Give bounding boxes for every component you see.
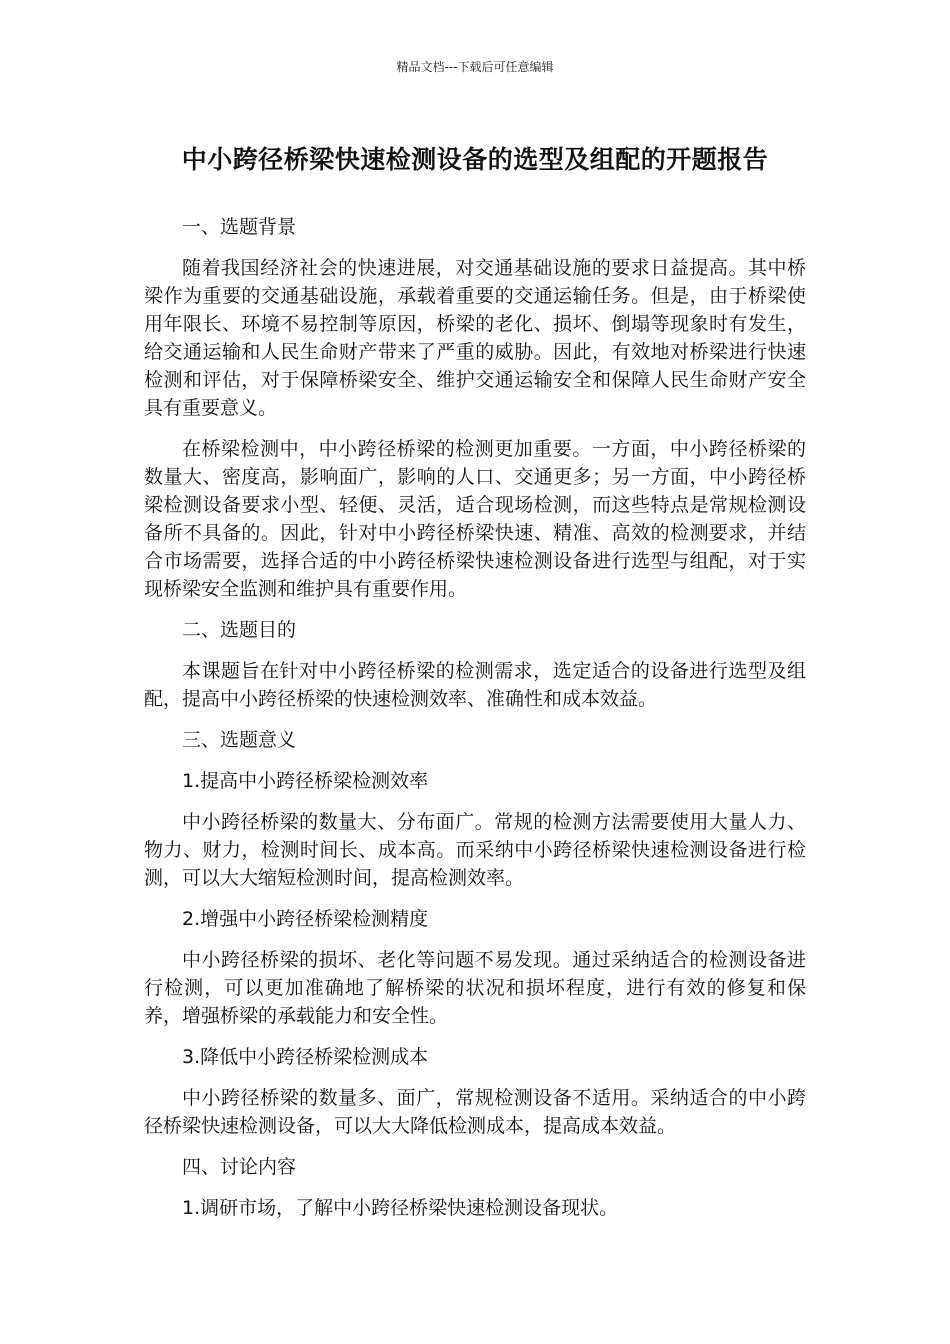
paragraph-precision: 中小跨径桥梁的损坏、老化等问题不易发现。通过采纳适合的检测设备进行检测，可以更加准确地了解桥梁的状况和损坏程度，进行有效的修复和保养，增强桥梁的承载能力和安全性。: [144, 949, 806, 1027]
subheading-precision: 2.增强中小跨径桥梁检测精度: [182, 908, 429, 930]
section-heading-background: 一、选题背景: [182, 216, 297, 238]
paragraph-purpose: 本课题旨在针对中小跨径桥梁的检测需求，选定适合的设备进行选型及组配，提高中小跨径桥梁的快速检测效率、准确性和成本效益。: [144, 660, 806, 710]
paragraph-background-2: 在桥梁检测中，中小跨径桥梁的检测更加重要。一方面，中小跨径桥梁的数量大、密度高，影响面广，影响的人口、交通更多；另一方面，中小跨径桥梁检测设备要求小型、轻便、灵活，适合现场检测，而这些特点是常规检测设备所不具备的。因此，针对中小跨径桥梁快速、精准、高效的检测要求，并结合市场需要，选择合适的中小跨径桥梁快速检测设备进行选型与组配，对于实现桥梁安全监测和维护具有重要作用。: [144, 438, 806, 600]
subheading-cost: 3.降低中小跨径桥梁检测成本: [182, 1046, 429, 1068]
header-note: 精品文档---下载后可任意编辑: [396, 60, 554, 74]
paragraph-background-1: 随着我国经济社会的快速进展，对交通基础设施的要求日益提高。其中桥梁作为重要的交通基础设施，承载着重要的交通运输任务。但是，由于桥梁使用年限长、环境不易控制等原因，桥梁的老化、损坏、倒塌等现象时有发生，给交通运输和人民生命财产带来了严重的威胁。因此，有效地对桥梁进行快速检测和评估，对于保障桥梁安全、维护交通运输安全和保障人民生命财产安全具有重要意义。: [144, 257, 806, 419]
section-heading-research-content: 四、讨论内容: [182, 1156, 297, 1178]
paragraph-efficiency: 中小跨径桥梁的数量大、分布面广。常规的检测方法需要使用大量人力、物力、财力，检测时间长、成本高。而采纳中小跨径桥梁快速检测设备进行检测，可以大大缩短检测时间，提高检测效率。: [144, 811, 806, 889]
subheading-efficiency: 1.提高中小跨径桥梁检测效率: [182, 770, 429, 792]
subheading-market-research: 1.调研市场，了解中小跨径桥梁快速检测设备现状。: [182, 1197, 619, 1219]
document-body: [144, 213, 806, 1235]
document-title: 中小跨径桥梁快速检测设备的选型及组配的开题报告: [181, 145, 769, 174]
paragraph-cost: 中小跨径桥梁的数量多、面广，常规检测设备不适用。采纳适合的中小跨径桥梁快速检测设备，可以大大降低检测成本，提高成本效益。: [144, 1087, 806, 1137]
section-heading-significance: 三、选题意义: [182, 729, 297, 751]
section-heading-purpose: 二、选题目的: [182, 619, 297, 641]
